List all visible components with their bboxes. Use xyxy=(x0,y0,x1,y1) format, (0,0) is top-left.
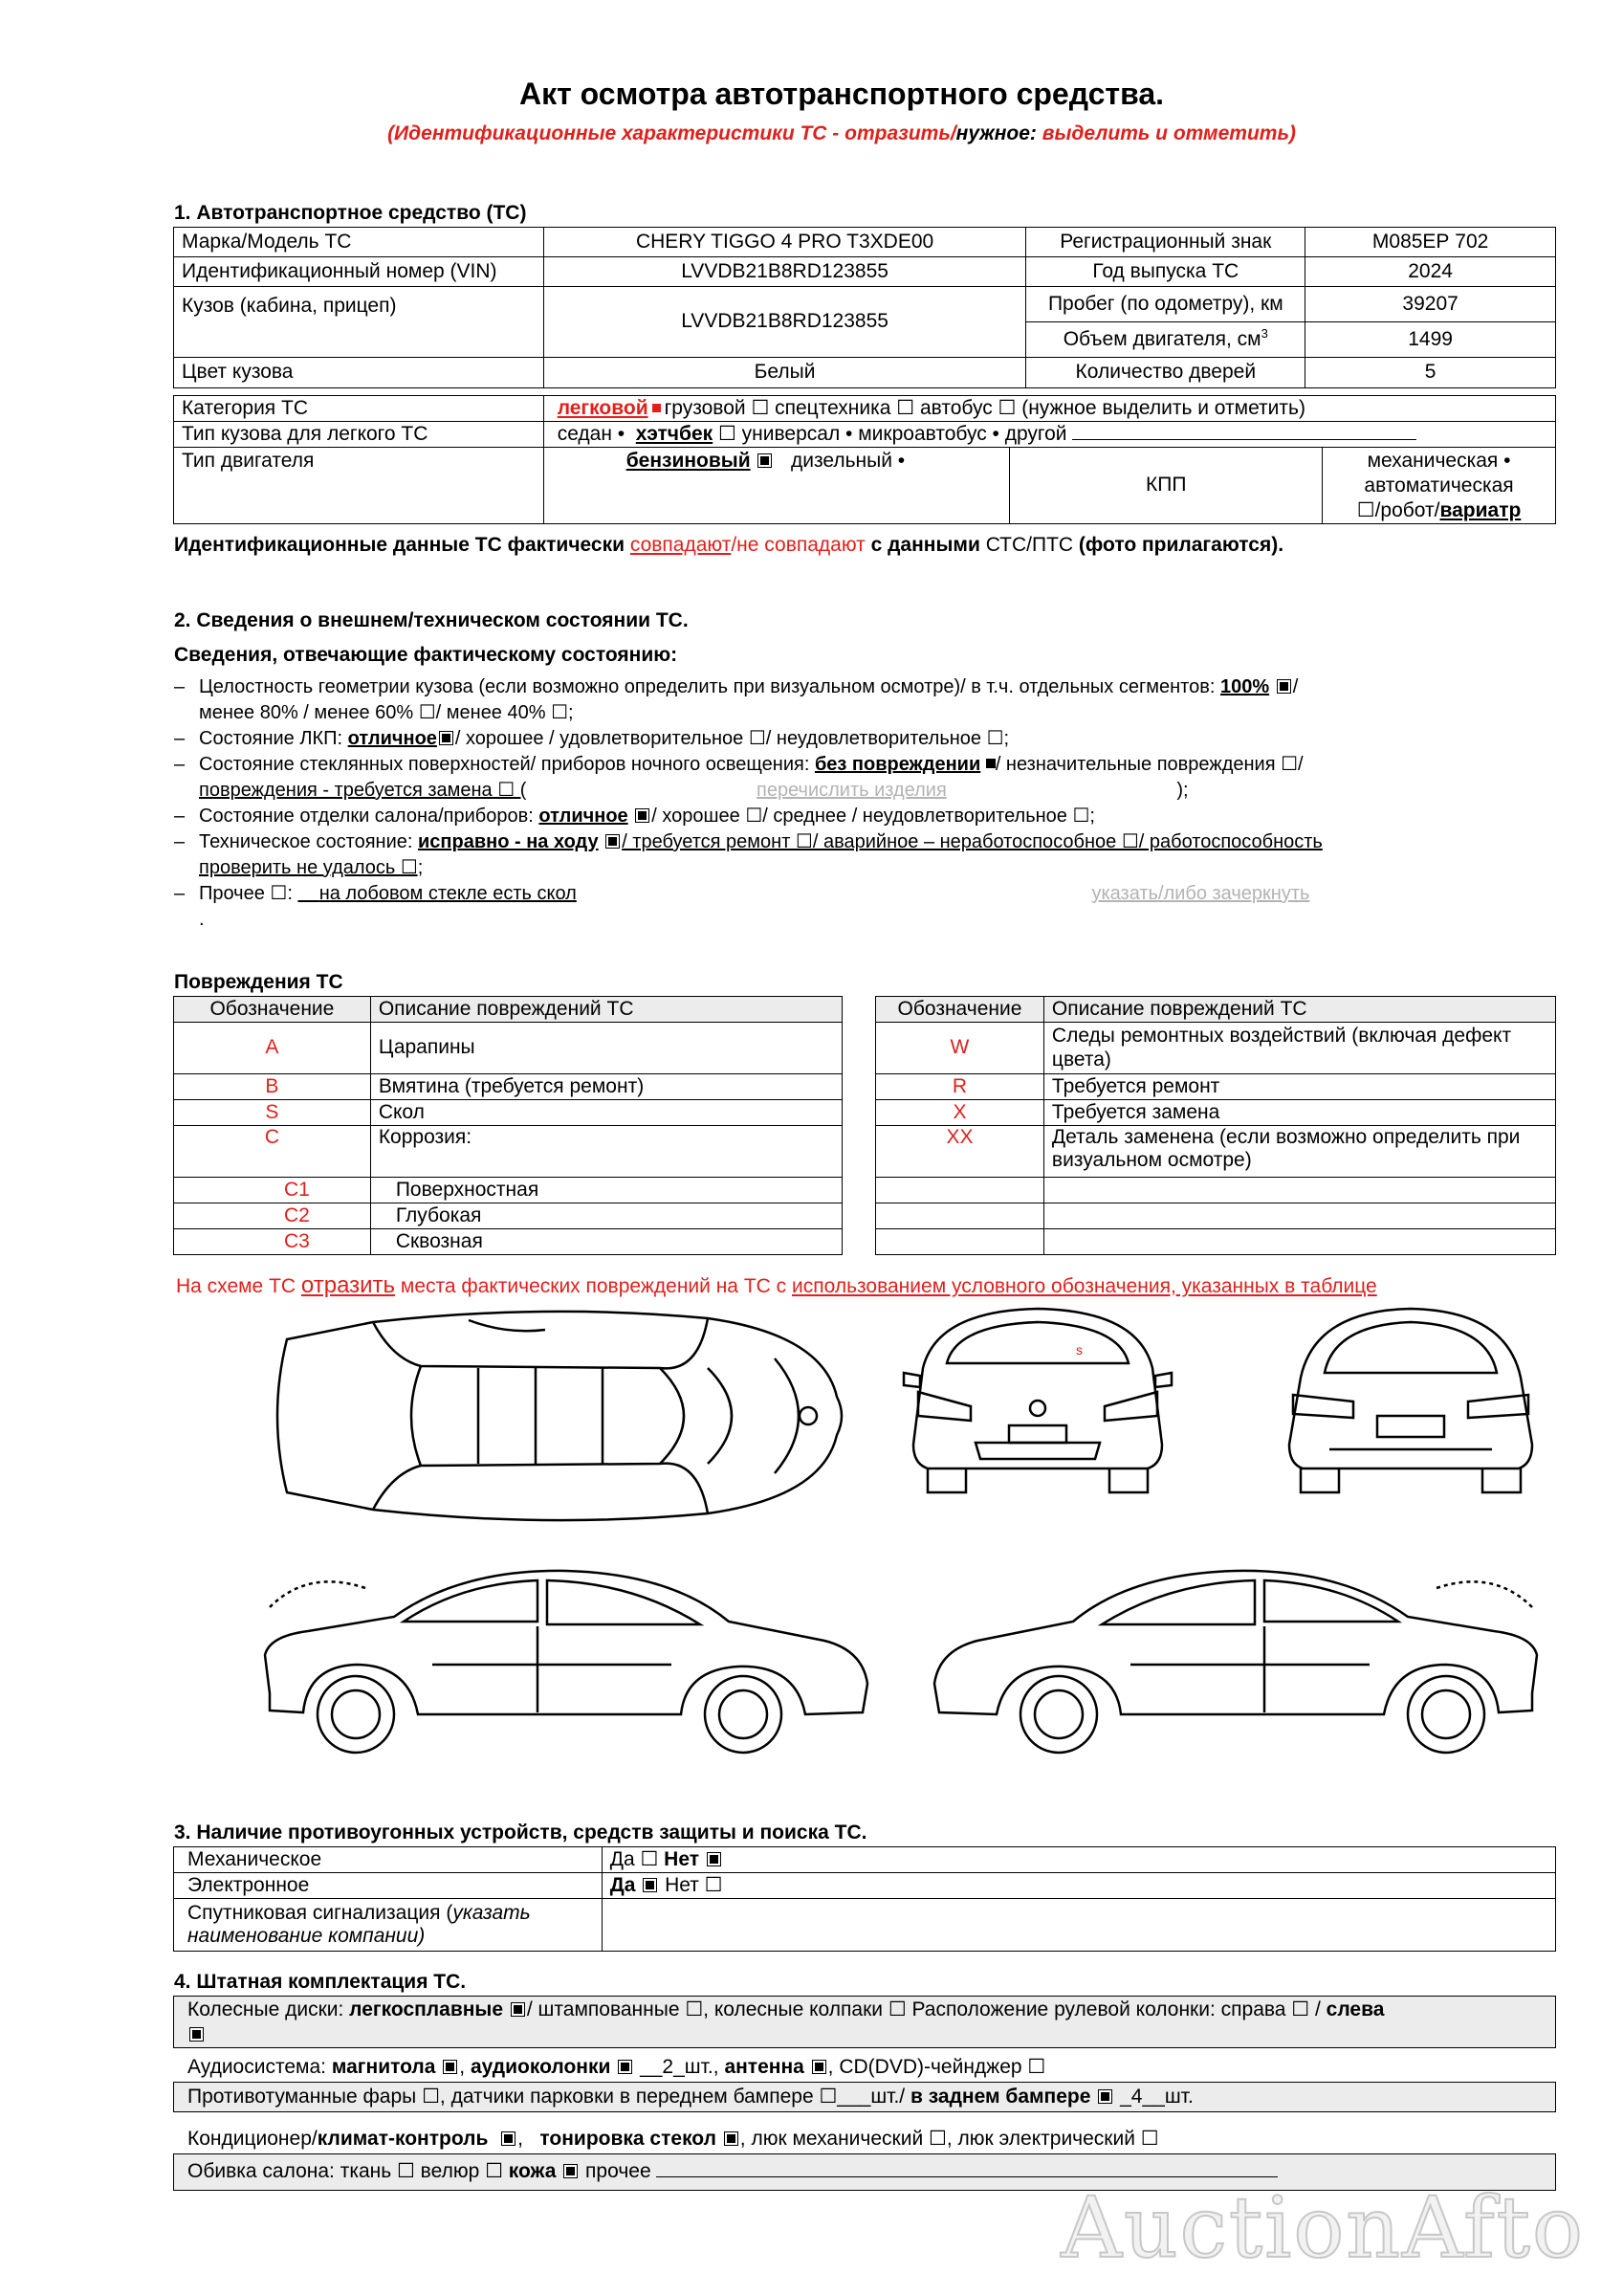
note-b: отразить xyxy=(300,1272,396,1298)
glass-replace-text: повреждения - требуется замена ☐ ( xyxy=(199,780,527,801)
checked-box-icon xyxy=(501,2131,515,2146)
checked-box-icon xyxy=(724,2131,738,2146)
gearbox-mech: механическая • xyxy=(1367,449,1511,472)
equipment-audio xyxy=(187,2055,1045,2079)
other-line xyxy=(297,881,1091,907)
checked-box-icon xyxy=(1098,2089,1112,2104)
year-value: 2024 xyxy=(1305,257,1556,287)
sunroof: , люк механический ☐, люк электрический ☐ xyxy=(739,2128,1159,2150)
damage-desc: Следы ремонтных воздействий (включая дефект цвета) xyxy=(1043,1023,1555,1074)
subtitle-part-3: выделить и отметить) xyxy=(1036,122,1296,144)
damage-code: XX xyxy=(876,1126,1044,1178)
car-right-side-diagram xyxy=(920,1550,1551,1760)
engine-type-rest: дизельный • xyxy=(791,450,906,472)
bodytype-selected: хэтчбек xyxy=(635,422,713,445)
reg-label: Регистрационный знак xyxy=(1026,228,1305,257)
ident-text-b: с данными xyxy=(865,534,986,556)
engine-volume-sup: 3 xyxy=(1261,326,1268,342)
antitheft-sat-label xyxy=(174,1899,603,1952)
equipment-table xyxy=(173,1996,1556,2048)
checked-box-icon xyxy=(618,2060,632,2074)
ident-match: совпадают xyxy=(629,534,732,556)
wheels-text: Колесные диски: xyxy=(187,1998,350,2020)
engine-type-options xyxy=(543,448,1010,524)
checked-box-icon xyxy=(635,808,649,823)
damages-table-left xyxy=(173,996,843,1255)
damage-code: S xyxy=(174,1100,371,1126)
damage-desc: Деталь заменена (если возможно определить при визуальном осмотре) xyxy=(1043,1126,1555,1178)
mech-yes: Да ☐ xyxy=(609,1847,665,1870)
empty-cell xyxy=(1043,1178,1555,1203)
damage-code: B xyxy=(174,1074,371,1100)
checked-box-icon xyxy=(707,1852,721,1866)
note-c: места фактических повреждений на ТС с xyxy=(395,1275,792,1297)
damage-desc: Царапины xyxy=(370,1023,842,1074)
vehicle-type-table xyxy=(173,395,1556,524)
bodytype-rest: ☐ универсал • микроавтобус • другой xyxy=(718,422,1067,445)
ident-text-a: Идентификационные данные ТС фактически xyxy=(174,534,630,556)
section4-title: 4. Штатная комплектация ТС. xyxy=(174,1971,467,1993)
bodytype-other-line xyxy=(1072,439,1416,440)
checked-box-icon xyxy=(563,2164,578,2178)
diagram-note xyxy=(176,1272,1377,1299)
subtitle-part-1: (Идентификационные характеристики ТС - отразить/ xyxy=(387,122,956,144)
color-value: Белый xyxy=(543,358,1026,388)
category-rest: грузовой ☐ спецтехника ☐ автобус ☐ (нужное выделить и отметить) xyxy=(664,396,1305,419)
technical-text-2: проверить не удалось ☐; xyxy=(199,857,424,878)
audio-speakers-count: __2_шт., xyxy=(634,2056,725,2078)
empty-cell xyxy=(1043,1229,1555,1255)
col-desc: Описание повреждений ТС xyxy=(1043,997,1555,1023)
checked-box-icon xyxy=(757,453,772,468)
other-value: на лобовом стекле есть скол xyxy=(318,883,577,904)
antitheft-table xyxy=(173,1846,1556,1952)
interior-rest: / хорошее ☐/ среднее / неудовлетворительное ☐; xyxy=(651,806,1095,827)
inspection-act-page: Акт осмотра автотранспортного средства. (Идентификационные характеристики ТС - отразить/нужное: выделить и отметить) 1. Автотранспортное средство (ТС) Марка/Модель ТС CHERY TIGGO 4 PRO T3XDE00 Регистрационный знак М085ЕР 702 Идентификационный номер (VIN) LVVDB21B8RD123855 Год выпуска ТС 2024 Кузов (кабина, прицеп) LVVDB21B8RD123855 Пробег (по одометру), км 39207 Объем двигателя, $см^3$ 1499 Цвет кузова Белый Количество дверей 5 Категория ТС легковой грузовой ☐ спецтехника ☐ автобус ☐ (нужное выделить и отметить) Тип кузова для легкого ТС седан • хэтчбек ☐ универсал • микроавтобус • другой Тип двигателя бензиновый дизельный • КПП механическая • автоматическая ☐/робот/вариатр Идентификационные данные ТС фактически совпадают/не совпадают с данными СТС/ПТС (фото прилагаются). 2. Сведения о внешнем/техническом состоянии ТС. Сведения, отвечающие фактическому состоянию: – Целостность геометрии кузова (если возможно определить при визуальном осмотре)/ в т.ч. отдельных сегментов: 100% / менее 80% / менее 60% ☐/ менее 40% ☐; – Состояние ЛКП: отличное / хорошее / удовлетворительное ☐/ неудовлетворительное ☐; – Состояние стеклянных поверхностей/ приборов ночного освещения: без повреждении / незначительные повреждения ☐/ повреждения - требуется замена ☐ ( перечислить изделия ); – Состояние отделки салона/приборов: отличное / хорошее ☐/ среднее / неудовлетворительное ☐; – Техническое состояние: исправно - на ходу / требуется ремонт ☐/ аварийное – неработоспособное ☐/ работоспособность проверить не удалось ☐; – Прочее ☐: на лобовом стекле есть скол указать/либо зачеркнуть . Повреждения ТС Обозначение Описание повреждений ТС A Царапины B Вмятина (требуется ремонт) S Скол C Коррозия: C1 Поверхностная C2 Глубокая C3 Сквозная Обозначение Описание повреждений ТС W Следы ремонтных воздействий (включая дефект цвета) R Требуется ремонт X Требуется замена XX Деталь заменена (если возможно определить при визуальном осмотре) На схеме ТС отразить места фактических повреждений на ТС с использованием условного обозначения, указанных в таблице s 3. Наличие противоугонных устройств, средств защиты и поиска ТС. Механическое Да ☐ Нет Электронное Да Нет ☐ Спутниковая сигнализация (указать наименование компании) 4. Штатная комплектация ТС. Колесные диски: легкосплавные / штампованные ☐, колесные колпаки ☐ Расположение рулевой колонки: справа ☐ / слева Аудиосистема: магнитола , аудиоколонки __2_шт., антенна , CD(DVD)-чейнджер ☐ Противотуманные фары ☐, датчики парковки в переднем бампере ☐___шт./ в заднем бампере _4__шт. Кондиционер/климат-контроль , тонировка стекол , люк механический ☐, люк электрический ☐ Обивка салона: ткань ☐ велюр ☐ кожа прочее AuctionAfto xyxy=(0,0,1623,2296)
vin-label: Идентификационный номер (VIN) xyxy=(174,257,544,287)
ident-statement xyxy=(174,534,1283,557)
doors-value: 5 xyxy=(1305,358,1556,388)
tinting: тонировка стекол xyxy=(539,2128,716,2150)
engine-type-label: Тип двигателя xyxy=(174,448,544,524)
audio-antenna: антенна xyxy=(724,2056,804,2078)
audio-sep: , xyxy=(459,2056,471,2078)
gearbox-line3 xyxy=(1330,498,1547,523)
damages-table-right xyxy=(875,996,1556,1255)
upholstery-leather: кожа xyxy=(508,2160,557,2183)
upholstery-text: Обивка салона: ткань ☐ велюр ☐ xyxy=(187,2160,509,2183)
geometry-text: Целостность геометрии кузова (если возможно определить при визуальном осмотре)/ в т.ч. отдельных сегментов: xyxy=(199,676,1220,697)
dot: . xyxy=(199,909,205,930)
engine-type-selected: бензиновый xyxy=(625,450,751,472)
upholstery-other: прочее xyxy=(580,2160,657,2183)
damage-code: C xyxy=(174,1126,371,1178)
category-selected: легковой xyxy=(557,396,648,419)
damage-desc: Глубокая xyxy=(370,1203,842,1229)
subtitle-part-2: нужное: xyxy=(955,122,1037,144)
ident-text-c: СТС/ПТС xyxy=(985,534,1074,556)
ident-nomatch: /не совпадают xyxy=(731,534,866,556)
damage-code: C1 xyxy=(174,1178,371,1203)
equipment-wheels xyxy=(174,1997,1556,2048)
note-a: На схеме ТС xyxy=(176,1275,301,1297)
make-value: CHERY TIGGO 4 PRO T3XDE00 xyxy=(543,228,1026,257)
empty-cell xyxy=(876,1229,1044,1255)
paint-selected: отличное xyxy=(347,728,437,749)
make-label: Марка/Модель ТС xyxy=(174,228,544,257)
equipment-table-2 xyxy=(173,2082,1556,2112)
bodytype-label: Тип кузова для легкого ТС xyxy=(174,422,544,448)
paint-rest: / хорошее / удовлетворительное ☐/ неудовлетворительное ☐; xyxy=(454,728,1010,749)
wheels-alloy: легкосплавные xyxy=(349,1998,504,2020)
engine-volume-label xyxy=(1026,322,1305,358)
car-left-side-diagram xyxy=(251,1550,882,1760)
antitheft-elec-label: Электронное xyxy=(174,1873,603,1899)
elec-no: Нет ☐ xyxy=(659,1873,723,1896)
color-label: Цвет кузова xyxy=(174,358,544,388)
red-square-icon xyxy=(652,404,661,412)
bodytype-options xyxy=(543,422,1555,448)
antitheft-mech-value xyxy=(602,1847,1555,1873)
equipment-climate: Кондиционер/климат-контроль , тонировка стекол , люк механический ☐, люк электрический ☐ xyxy=(187,2128,1159,2150)
parking-rear-count: _4__шт. xyxy=(1114,2085,1194,2108)
col-code: Обозначение xyxy=(174,997,371,1023)
audio-changer: , CD(DVD)-чейнджер ☐ xyxy=(827,2056,1046,2078)
glass-rest: / незначительные повреждения ☐/ xyxy=(995,754,1304,775)
interior-text: Состояние отделки салона/приборов: xyxy=(199,806,539,827)
category-label: Категория ТС xyxy=(174,396,544,422)
damage-code: A xyxy=(174,1023,371,1074)
damage-desc: Поверхностная xyxy=(370,1178,842,1203)
antitheft-elec-value xyxy=(602,1873,1555,1899)
wheels-rest: / штампованные ☐, колесные колпаки ☐ Расположение рулевой колонки: справа ☐ / xyxy=(526,1998,1327,2020)
checked-box-icon xyxy=(443,2060,457,2074)
gearbox-label: КПП xyxy=(1010,448,1323,524)
car-top-view-diagram xyxy=(258,1301,851,1531)
mileage-value: 39207 xyxy=(1305,287,1556,322)
damage-desc: Требуется ремонт xyxy=(1043,1074,1555,1100)
damage-code: C3 xyxy=(174,1229,371,1255)
parking-text: Противотуманные фары ☐, датчики парковки в переднем бампере ☐___шт./ xyxy=(187,2085,910,2108)
engine-volume-label-text: Объем двигателя, см xyxy=(1063,328,1261,351)
engine-volume-value: 1499 xyxy=(1305,322,1556,358)
checked-box-icon xyxy=(643,1878,657,1892)
sat-label-b: указать наименование компании) xyxy=(187,1901,531,1947)
section2-title: 2. Сведения о внешнем/техническом состоянии ТС. xyxy=(174,609,689,631)
bodytype-sedan: седан • xyxy=(557,422,625,445)
parking-rear: в заднем бампере xyxy=(910,2085,1091,2108)
antitheft-sat-value xyxy=(602,1899,1555,1952)
watermark: AuctionAfto xyxy=(1061,2178,1585,2277)
audio-radio: магнитола xyxy=(331,2056,436,2078)
steering-left: слева xyxy=(1326,1998,1385,2020)
year-label: Год выпуска ТС xyxy=(1026,257,1305,287)
damages-title: Повреждения ТС xyxy=(174,971,343,993)
empty-cell xyxy=(876,1203,1044,1229)
doors-label: Количество дверей xyxy=(1026,358,1305,388)
damage-code: R xyxy=(876,1074,1044,1100)
checked-box-icon xyxy=(511,2002,525,2017)
antitheft-mech-label: Механическое xyxy=(174,1847,603,1873)
other-hint: указать/либо зачеркнуть xyxy=(1091,883,1310,904)
glass-text: Состояние стеклянных поверхностей/ приборов ночного освещения: xyxy=(199,754,815,775)
damage-code: X xyxy=(876,1100,1044,1126)
col-desc: Описание повреждений ТС xyxy=(370,997,842,1023)
section3-title: 3. Наличие противоугонных устройств, средств защиты и поиска ТС. xyxy=(174,1821,867,1843)
glass-close: ); xyxy=(1176,780,1189,801)
technical-selected: исправно - на ходу xyxy=(418,831,599,852)
empty-cell xyxy=(1043,1203,1555,1229)
damage-code: W xyxy=(876,1023,1044,1074)
geometry-text-2: менее 80% / менее 60% ☐/ менее 40% ☐; xyxy=(199,702,574,723)
damage-desc: Коррозия: xyxy=(370,1126,842,1178)
front-damage-mark: s xyxy=(1076,1342,1083,1358)
checked-box-icon xyxy=(605,834,620,849)
audio-text: Аудиосистема: xyxy=(187,2056,332,2078)
gearbox-cvt: вариатр xyxy=(1439,498,1522,521)
climate-text: Кондиционер/ xyxy=(187,2128,318,2150)
car-front-view-diagram xyxy=(899,1301,1176,1502)
note-d: использованием условного обозначения, указанных в таблице xyxy=(792,1275,1377,1297)
bullet-icon xyxy=(986,759,996,768)
audio-speakers: аудиоколонки xyxy=(470,2056,611,2078)
technical-text: Техническое состояние: xyxy=(199,831,419,852)
mech-no: Нет xyxy=(664,1847,700,1870)
section1-title: 1. Автотранспортное средство (ТС) xyxy=(174,202,527,224)
damage-code: C2 xyxy=(174,1203,371,1229)
body-label: Кузов (кабина, прицеп) xyxy=(174,287,544,358)
empty-cell xyxy=(876,1178,1044,1203)
checked-box-icon xyxy=(1277,679,1291,694)
vehicle-table xyxy=(173,227,1556,388)
checked-box-icon xyxy=(439,731,453,745)
damage-desc: Скол xyxy=(370,1100,842,1126)
elec-yes: Да xyxy=(609,1873,636,1896)
other-text: Прочее ☐: xyxy=(199,883,298,904)
page-subtitle xyxy=(0,122,1623,145)
glass-items-hint: перечислить изделия xyxy=(756,780,947,801)
damage-desc: Требуется замена xyxy=(1043,1100,1555,1126)
climate-control: климат-контроль xyxy=(317,2128,489,2150)
body-value: LVVDB21B8RD123855 xyxy=(543,287,1026,358)
category-options xyxy=(543,396,1555,422)
sat-label-a: Спутниковая сигнализация ( xyxy=(187,1901,453,1924)
ident-text-d: (фото прилагаются). xyxy=(1073,534,1284,556)
reg-value: М085ЕР 702 xyxy=(1305,228,1556,257)
damage-desc: Вмятина (требуется ремонт) xyxy=(370,1074,842,1100)
paint-text: Состояние ЛКП: xyxy=(199,728,348,749)
gearbox-robot: ☐/робот/ xyxy=(1356,498,1440,521)
car-rear-view-diagram xyxy=(1272,1301,1549,1502)
gearbox-options xyxy=(1323,448,1556,524)
page-title: Акт осмотра автотранспортного средства. xyxy=(518,77,1165,111)
mileage-label: Пробег (по одометру), км xyxy=(1026,287,1305,322)
equipment-parking xyxy=(174,2083,1556,2112)
glass-selected: без повреждении xyxy=(814,754,981,775)
damage-desc: Сквозная xyxy=(370,1229,842,1255)
geometry-selected: 100% xyxy=(1219,676,1270,697)
col-code: Обозначение xyxy=(876,997,1044,1023)
checked-box-icon xyxy=(189,2027,204,2042)
interior-selected: отличное xyxy=(538,806,628,827)
checked-box-icon xyxy=(812,2060,826,2074)
vin-value: LVVDB21B8RD123855 xyxy=(543,257,1026,287)
gearbox-auto: автоматическая xyxy=(1364,474,1514,497)
technical-rest: / требуется ремонт ☐/ аварийное – неработоспособное ☐/ работоспособность xyxy=(622,831,1323,852)
section2-subtitle: Сведения, отвечающие фактическому состоянию: xyxy=(174,644,678,666)
